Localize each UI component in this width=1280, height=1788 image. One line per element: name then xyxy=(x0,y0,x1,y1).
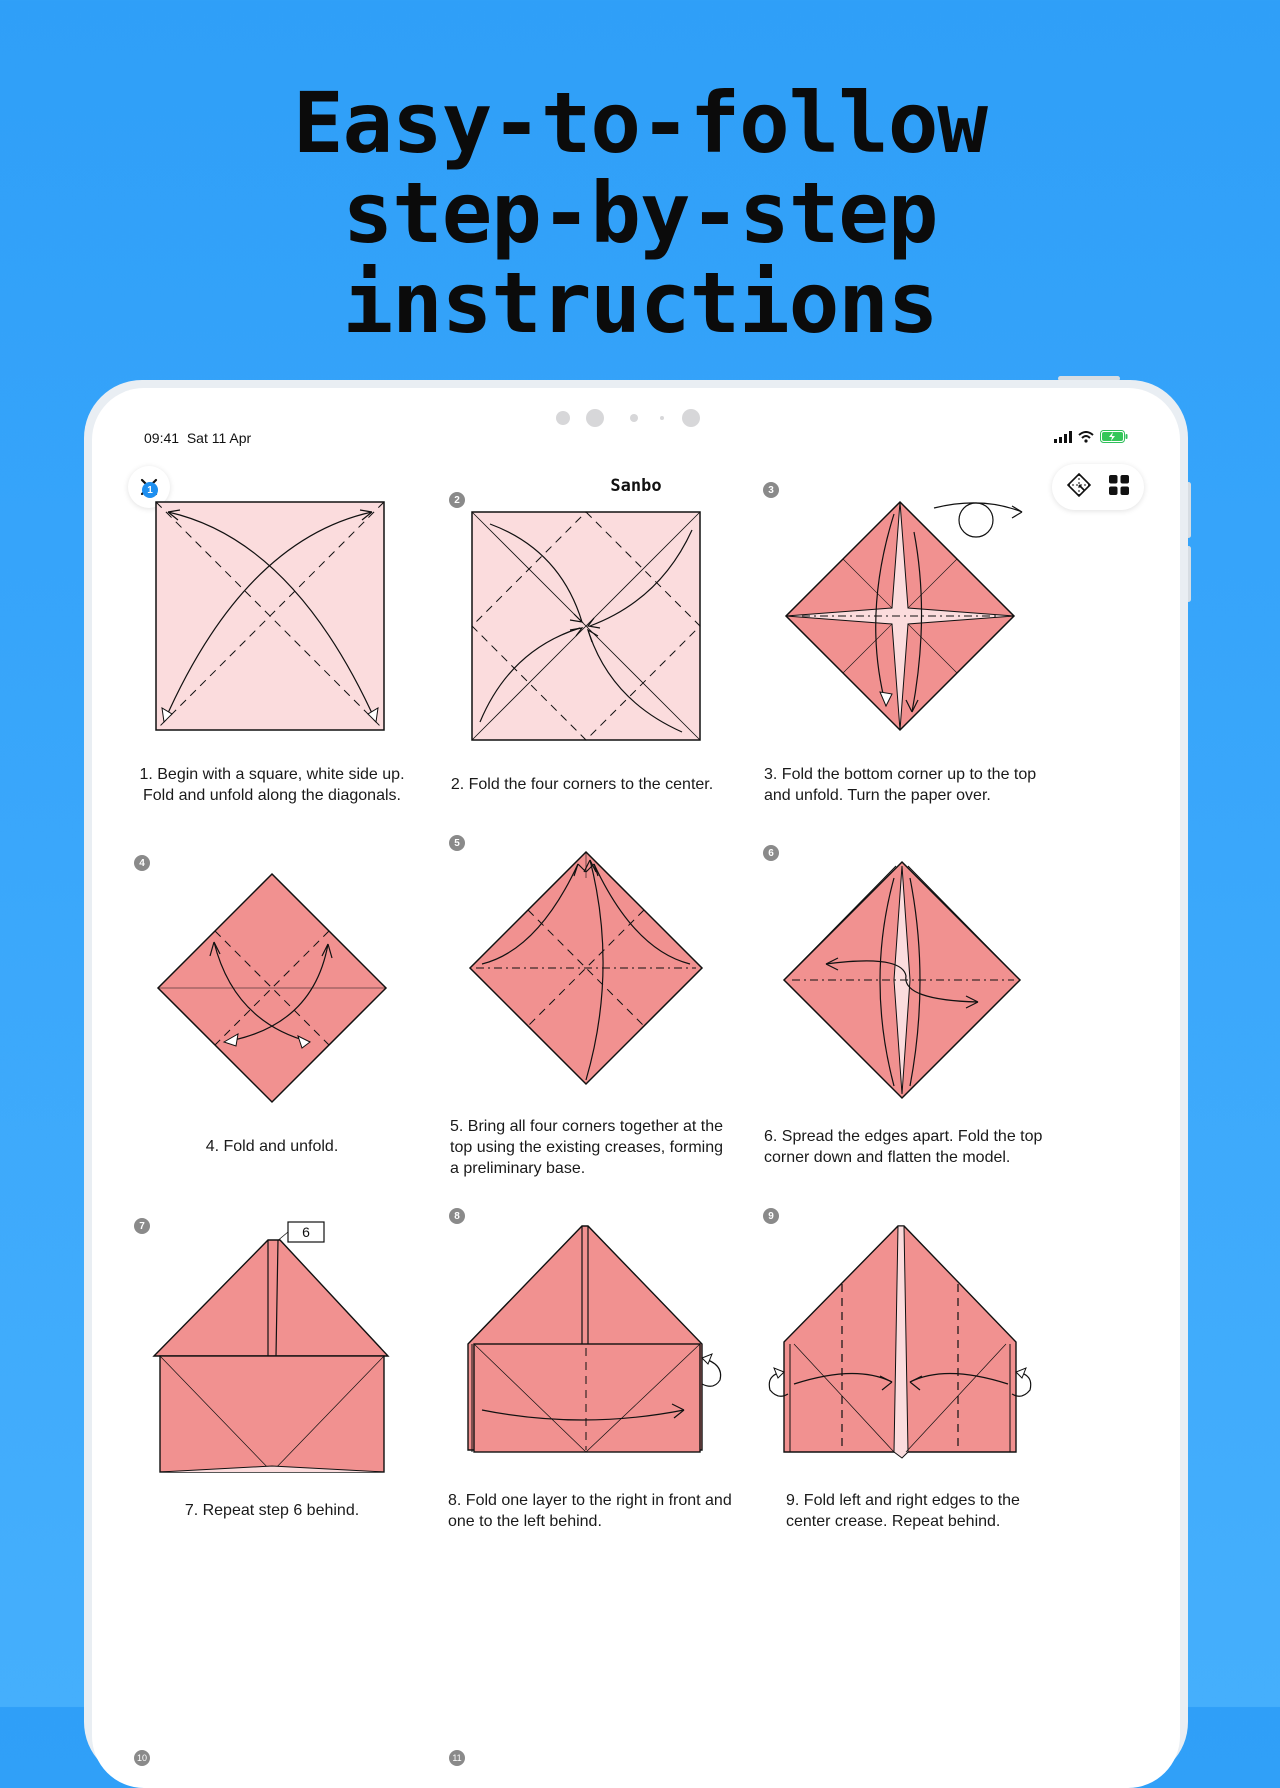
step-6-diagram xyxy=(782,858,1028,1102)
step-badge-4: 4 xyxy=(134,855,150,871)
headline-line-2: step-by-step xyxy=(342,164,938,262)
step-9-caption: 9. Fold left and right edges to the center crease. Repeat behind. xyxy=(786,1492,1020,1530)
signal-icon xyxy=(1054,431,1072,443)
step-3-caption: 3. Fold the bottom corner up to the top and unfold. Turn the paper over. xyxy=(764,766,1037,804)
step-2-caption: 2. Fold the four corners to the center. xyxy=(450,776,714,793)
camera-sensors xyxy=(92,408,1180,428)
step-3-diagram xyxy=(782,492,1042,742)
status-bar xyxy=(144,430,1128,450)
wifi-icon xyxy=(1078,431,1094,443)
headline-line-3: instructions xyxy=(342,254,938,352)
step-4-diagram xyxy=(154,872,390,1112)
step-badge-11: 11 xyxy=(449,1750,465,1766)
step-9-diagram xyxy=(766,1224,1040,1464)
step-badge-3: 3 xyxy=(763,482,779,498)
view-toggle-group xyxy=(1052,464,1144,510)
step-badge-9: 9 xyxy=(763,1208,779,1224)
step-7-caption: 7. Repeat step 6 behind. xyxy=(184,1502,360,1519)
step-badge-8: 8 xyxy=(449,1208,465,1224)
step-8-caption: 8. Fold one layer to the right in front and one to the left behind. xyxy=(448,1492,732,1530)
step-5-caption: 5. Bring all four corners together at the top using the existing creases, forming a preliminary base. xyxy=(450,1118,724,1177)
app-screen xyxy=(92,388,1180,1788)
status-icons xyxy=(1054,430,1128,443)
step-8-diagram xyxy=(462,1224,726,1464)
step-4-caption: 4. Fold and unfold. xyxy=(205,1138,339,1155)
step-2-diagram xyxy=(470,510,704,744)
grid-view-button[interactable] xyxy=(1109,475,1129,500)
step-badge-5: 5 xyxy=(449,835,465,851)
headline xyxy=(0,74,1280,352)
step-6-caption: 6. Spread the edges apart. Fold the top corner down and flatten the model. xyxy=(764,1128,1043,1166)
step-1-caption: 1. Begin with a square, white side up. Fold and unfold along the diagonals. xyxy=(139,766,405,804)
battery-charging-icon xyxy=(1100,430,1128,443)
page-title: Sanbo xyxy=(610,476,662,496)
fold-diagram-icon xyxy=(1067,473,1091,497)
step-5-diagram xyxy=(468,850,708,1090)
step-7-diagram xyxy=(152,1220,398,1480)
status-time-date: 09:41 Sat 11 Apr xyxy=(144,430,252,446)
step-1-diagram xyxy=(154,500,390,736)
diagram-view-button[interactable] xyxy=(1067,473,1091,502)
step-badge-7: 7 xyxy=(134,1218,150,1234)
step-7-reference-label: 6 xyxy=(302,1224,310,1240)
step-badge-1: 1 xyxy=(142,482,158,498)
step-badge-2: 2 xyxy=(449,492,465,508)
grid-view-icon xyxy=(1109,475,1129,495)
headline-line-1: Easy-to-follow xyxy=(292,74,987,172)
step-badge-10: 10 xyxy=(134,1750,150,1766)
step-badge-6: 6 xyxy=(763,845,779,861)
